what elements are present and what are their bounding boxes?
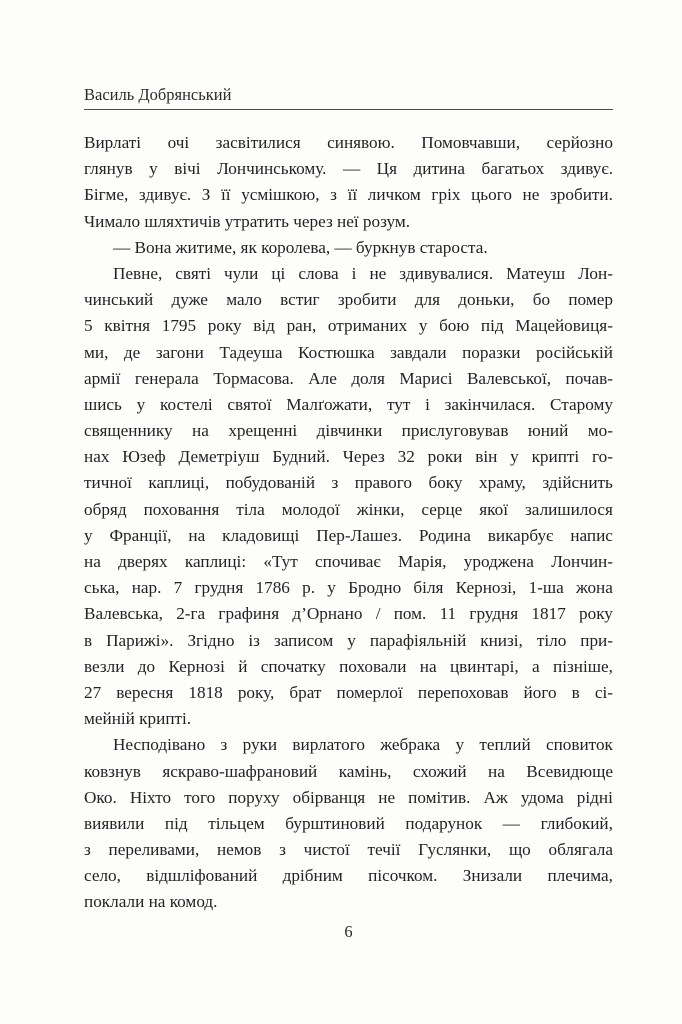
text-line: Чимало шляхтичів утратить через неї розум. <box>84 211 411 231</box>
text-line: нах Юзеф Деметріуш Будний. Через 32 роки він у крипті го- <box>84 447 613 467</box>
text-line: священнику на хрещенні дівчинки прислуговував юний мо- <box>84 421 613 441</box>
text-line: Вирлаті очі засвітилися синявою. Помовчавши, серйозно <box>84 133 613 152</box>
text-line: 5 квітня 1795 року від ран, отриманих у бою під Мацейовиця- <box>84 316 613 336</box>
text-line: Несподівано з руки вирлатого жебрака у теплий сповиток <box>113 735 613 755</box>
text-line: з переливами, немов з чистої течії Гуслянки, що облягала <box>84 840 613 860</box>
page-footer <box>84 919 613 945</box>
text-line: Бігме, здивує. З її усмішкою, з її личком гріх цього не зробити. <box>84 185 613 205</box>
text-line: у Франції, на кладовищі Пер-Лашез. Родина викарбує напис <box>84 525 613 545</box>
text-line: обряд поховання тіла молодої жінки, серце якої залишилося <box>84 499 613 519</box>
text-line: тичної каплиці, побудованій з правого боку храму, здійснить <box>84 473 613 493</box>
text-line: село, відшліфований дрібним пісочком. Знизали плечима, <box>84 866 613 886</box>
author-name: Василь Добрянський <box>84 85 232 104</box>
page-header <box>84 86 613 110</box>
text-line: на дверях каплиці: «Тут спочиває Марія, уроджена Лончин- <box>84 552 613 571</box>
page-body <box>84 130 613 916</box>
text-line: 27 вересня 1818 року, брат померлої перепоховав його в сі- <box>84 682 613 702</box>
text-line: шись у костелі святої Малґожати, тут і закінчилася. Старому <box>84 394 613 414</box>
text-line: в Парижі». Згідно із записом у парафіяльній книзі, тіло при- <box>84 630 613 650</box>
text-line: виявили під тільцем бурштиновий подарунок — глибокий, <box>84 813 613 833</box>
text-line: ковзнув яскраво-шафрановий камінь, схожий на Всевидюще <box>84 761 613 781</box>
text-line: Валевська, 2-га графиня д’Орнано / пом. 11 грудня 1817 року <box>84 604 613 624</box>
text-line: мейній крипті. <box>84 709 192 729</box>
text-line: Око. Ніхто того поруху обірванця не помітив. Аж удома рідні <box>84 787 613 807</box>
page-number: 6 <box>344 922 353 941</box>
text-line: поклали на комод. <box>84 892 218 912</box>
text-line: Певне, святі чули ці слова і не здивувалися. Матеуш Лон- <box>113 263 613 283</box>
text-line: везли до Кернозі й спочатку поховали на цвинтарі, а пізніше, <box>84 656 613 676</box>
text-line: чинський дуже мало встиг зробити для доньки, бо помер <box>84 290 613 310</box>
text-line: глянув у вічі Лончинському. — Ця дитина багатьох здивує. <box>84 159 613 179</box>
text-line: армії генерала Тормасова. Але доля Марисі Валевської, почав- <box>84 368 613 388</box>
text-line: — Вона житиме, як королева, — буркнув староста. <box>113 237 488 257</box>
text-line: ська, нар. 7 грудня 1786 р. у Бродно біля Кернозі, 1-ша жона <box>84 578 613 598</box>
text-line: ми, де загони Тадеуша Костюшка завдали поразки російській <box>84 342 613 362</box>
